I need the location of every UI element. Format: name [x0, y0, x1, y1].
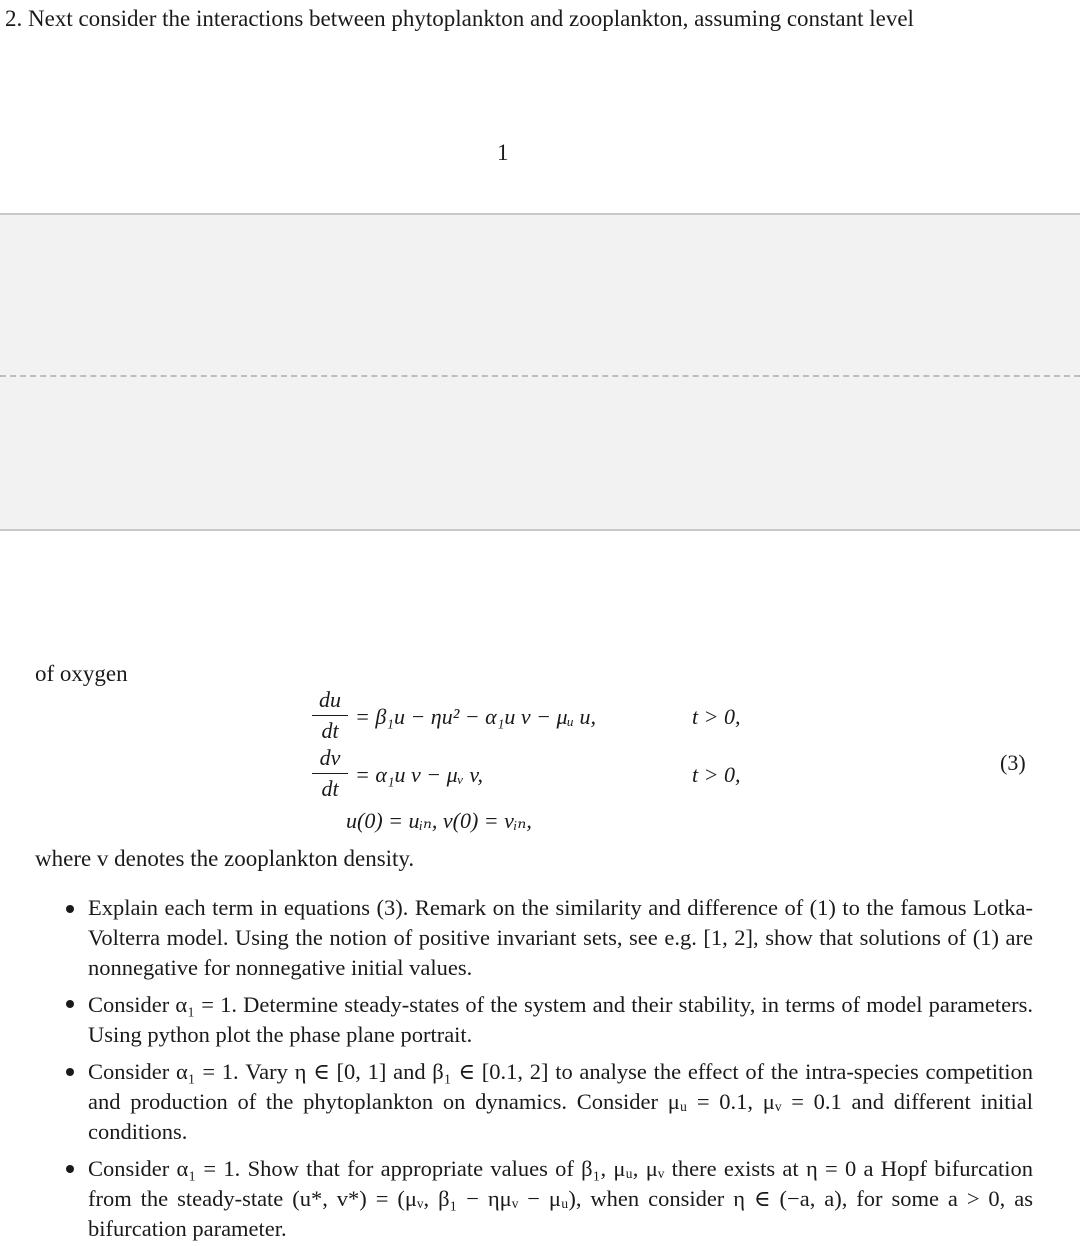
- task-item-4: Consider α₁ = 1. Show that for appropriate values of β₁, μᵤ, μᵥ there exists at η = 0 a Hopf bifurcation from the steady-state (u*, v*) = (μᵥ, β₁ − ημᵥ − μᵤ), when consider η ∈ (−a, a), for some a > 0, as bifurcation parameter.: [88, 1156, 1033, 1241]
- bullet-icon: [66, 1165, 74, 1173]
- page-break-dashed-line: [0, 375, 1080, 377]
- initial-conditions: u(0) = uᵢₙ, v(0) = vᵢₙ,: [346, 808, 532, 833]
- fraction-dv-dt: [312, 745, 348, 802]
- task-item-2: Consider α₁ = 1. Determine steady-states of the system and their stability, in terms of model parameters. Using python plot the phase plane portrait.: [88, 992, 1033, 1047]
- page-number: 1: [497, 140, 509, 165]
- continuation-text: of oxygen: [35, 661, 128, 686]
- problem-intro-line: 2. Next consider the interactions between phytoplankton and zooplankton, assuming constant level: [5, 6, 914, 31]
- task-item-1: Explain each term in equations (3). Remark on the similarity and difference of (1) to the famous Lotka-Volterra model. Using the notion of positive invariant sets, see e.g. [1, 2], show that solutions of (1) are nonnegative for nonnegative initial values.: [88, 895, 1033, 980]
- fraction-denominator: dt: [321, 718, 339, 743]
- bullet-icon: [66, 1068, 74, 1076]
- equation-1-condition: t > 0,: [692, 704, 741, 729]
- equation-number: (3): [1000, 750, 1026, 775]
- fraction-du-dt: [312, 687, 348, 744]
- task-item-3: Consider α₁ = 1. Vary η ∈ [0, 1] and β₁ ∈ [0.1, 2] to analyse the effect of the intra-species competition and production of the phytoplankton on dynamics. Consider μᵤ = 0.1, μᵥ = 0.1 and different initial conditions.: [88, 1059, 1033, 1144]
- equation-1-rhs: = β₁u − ηu² − α₁u v − μᵤ u,: [355, 704, 596, 729]
- bullet-icon: [66, 905, 74, 913]
- equation-2-rhs: = α₁u v − μᵥ v,: [355, 762, 483, 787]
- fraction-numerator: dv: [319, 745, 341, 770]
- fraction-denominator: dt: [321, 776, 339, 801]
- where-line: where v denotes the zooplankton density.: [35, 846, 415, 871]
- page-break-band: [0, 213, 1080, 531]
- bullet-icon: [66, 1000, 74, 1008]
- equation-2-condition: t > 0,: [692, 762, 741, 787]
- fraction-numerator: du: [319, 687, 341, 712]
